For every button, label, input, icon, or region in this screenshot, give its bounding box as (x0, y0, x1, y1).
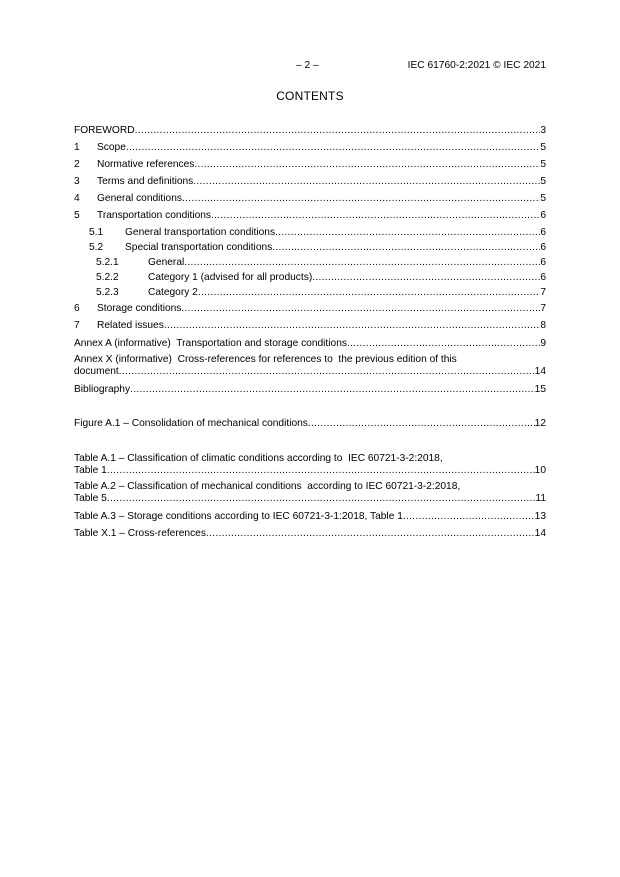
toc-entry-number: 5.2.2 (96, 272, 119, 283)
toc-dot-leader (135, 125, 541, 137)
toc-entry-title: Table X.1 – Cross-references (74, 528, 206, 539)
contents-heading: CONTENTS (276, 89, 344, 103)
toc-entry-terms-definitions[interactable] (74, 176, 546, 189)
toc-dot-leader (107, 465, 535, 477)
toc-dot-leader (198, 287, 540, 299)
toc-entry-category-1[interactable] (74, 272, 546, 285)
toc-entry-foreword[interactable] (74, 125, 546, 138)
toc-dot-leader (119, 366, 535, 378)
toc-entry-title: Scope (97, 142, 126, 153)
toc-entry-page: 5 (540, 159, 546, 170)
toc-entry-title: Storage conditions (97, 303, 182, 314)
toc-entry-page: 14 (534, 366, 546, 378)
toc-entry-category-2[interactable] (74, 287, 546, 300)
toc-entry-title: document (74, 366, 119, 378)
toc-entry-page: 6 (540, 272, 546, 283)
toc-dot-leader (403, 511, 535, 523)
toc-entry-page: 6 (540, 242, 546, 253)
toc-entry-page: 14 (534, 528, 546, 539)
toc-entry-storage-conditions[interactable] (74, 303, 546, 316)
toc-dot-leader (184, 257, 540, 269)
toc-dot-leader (312, 272, 540, 284)
toc-entry-page: 8 (540, 320, 546, 331)
toc-entry-number: 3 (74, 176, 80, 187)
toc-entry-page: 6 (540, 210, 546, 221)
toc-entry-title: Related issues (97, 320, 164, 331)
toc-dot-leader (164, 320, 541, 332)
toc-entry-page: 7 (540, 287, 546, 298)
toc-entry-title-line1: Table A.2 – Classification of mechanical conditions according to IEC 60721-3-2:2018, (74, 481, 461, 492)
toc-dot-leader (130, 384, 535, 396)
toc-dot-leader (126, 142, 540, 154)
toc-entry-title: Table A.3 – Storage conditions according to IEC 60721-3-1:2018, Table 1 (74, 511, 403, 522)
toc-entry-title: Bibliography (74, 384, 131, 395)
toc-dot-leader (211, 210, 540, 222)
toc-entry-special-transportation[interactable] (74, 242, 546, 255)
toc-entry-5-2-1-general[interactable] (74, 257, 546, 270)
toc-entry-title: Special transportation conditions (125, 242, 273, 253)
toc-dot-leader (182, 193, 540, 205)
toc-entry-title: Table 5 (74, 493, 107, 505)
toc-dot-leader (193, 176, 540, 188)
toc-entry-page: 7 (540, 303, 546, 314)
toc-entry-title: Normative references (97, 159, 195, 170)
toc-dot-leader (347, 338, 540, 350)
toc-entry-related-issues[interactable] (74, 320, 546, 333)
toc-dot-leader (206, 528, 535, 540)
document-identifier: IEC 61760-2:2021 © IEC 2021 (407, 60, 546, 71)
toc-entry-page: 9 (540, 338, 546, 349)
toc-entry-title: General transportation conditions (125, 227, 276, 238)
toc-dot-leader (272, 242, 540, 254)
toc-entry-general-conditions[interactable] (74, 193, 546, 206)
toc-entry-number: 2 (74, 159, 80, 170)
page-number: – 2 – (296, 60, 319, 71)
toc-entry-page: 3 (540, 125, 546, 136)
toc-entry-title-line1: Annex X (informative) Cross-references for references to the previous edition of this (74, 354, 457, 365)
toc-entry-title: FOREWORD (74, 125, 135, 136)
toc-entry-title: Category 1 (advised for all products) (148, 272, 313, 283)
toc-entry-page: 10 (534, 465, 546, 477)
toc-entry-title: Terms and definitions (97, 176, 194, 187)
toc-dot-leader (308, 418, 535, 430)
toc-entry-page: 11 (535, 493, 546, 505)
toc-dot-leader (194, 159, 540, 171)
toc-entry-title: Table 1 (74, 465, 107, 477)
toc-entry-figure-a1[interactable] (74, 418, 546, 431)
toc-entry-scope[interactable] (74, 142, 546, 155)
toc-entry-title: Transportation conditions (97, 210, 212, 221)
toc-entry-title: General (148, 257, 185, 268)
toc-entry-number: 7 (74, 320, 80, 331)
toc-dot-leader (275, 227, 540, 239)
toc-entry-page: 13 (534, 511, 546, 522)
toc-entry-table-a2[interactable] (74, 481, 546, 507)
toc-entry-number: 1 (74, 142, 80, 153)
toc-entry-number: 5.2.1 (96, 257, 119, 268)
toc-entry-normative-references[interactable] (74, 159, 546, 172)
toc-entry-title-line1: Table A.1 – Classification of climatic conditions according to IEC 60721-3-2:2018, (74, 453, 443, 464)
toc-entry-number: 4 (74, 193, 80, 204)
toc-entry-title: Annex A (informative) Transportation and storage conditions (74, 338, 347, 349)
toc-entry-page: 6 (540, 257, 546, 268)
toc-entry-title: Figure A.1 – Consolidation of mechanical conditions (74, 418, 308, 429)
toc-entry-annex-a[interactable] (74, 338, 546, 351)
toc-entry-number: 5.2 (89, 242, 104, 253)
toc-entry-page: 12 (534, 418, 546, 429)
toc-entry-page: 5 (540, 193, 546, 204)
toc-entry-number: 6 (74, 303, 80, 314)
toc-entry-page: 5 (540, 176, 546, 187)
toc-entry-table-x1[interactable] (74, 528, 546, 541)
toc-entry-number: 5.2.3 (96, 287, 119, 298)
toc-entry-number: 5.1 (89, 227, 104, 238)
toc-entry-annex-x[interactable] (74, 354, 546, 380)
toc-dot-leader (181, 303, 540, 315)
toc-entry-page: 6 (540, 227, 546, 238)
toc-entry-bibliography[interactable] (74, 384, 546, 397)
toc-dot-leader (107, 493, 536, 505)
toc-entry-transportation-conditions[interactable] (74, 210, 546, 223)
toc-entry-general-transportation[interactable] (74, 227, 546, 240)
toc-entry-page: 15 (534, 384, 546, 395)
toc-entry-title: General conditions (97, 193, 182, 204)
toc-entry-number: 5 (74, 210, 80, 221)
toc-entry-table-a3[interactable] (74, 511, 546, 524)
toc-entry-table-a1[interactable] (74, 453, 546, 479)
toc-entry-page: 5 (540, 142, 546, 153)
toc-entry-title: Category 2 (148, 287, 198, 298)
